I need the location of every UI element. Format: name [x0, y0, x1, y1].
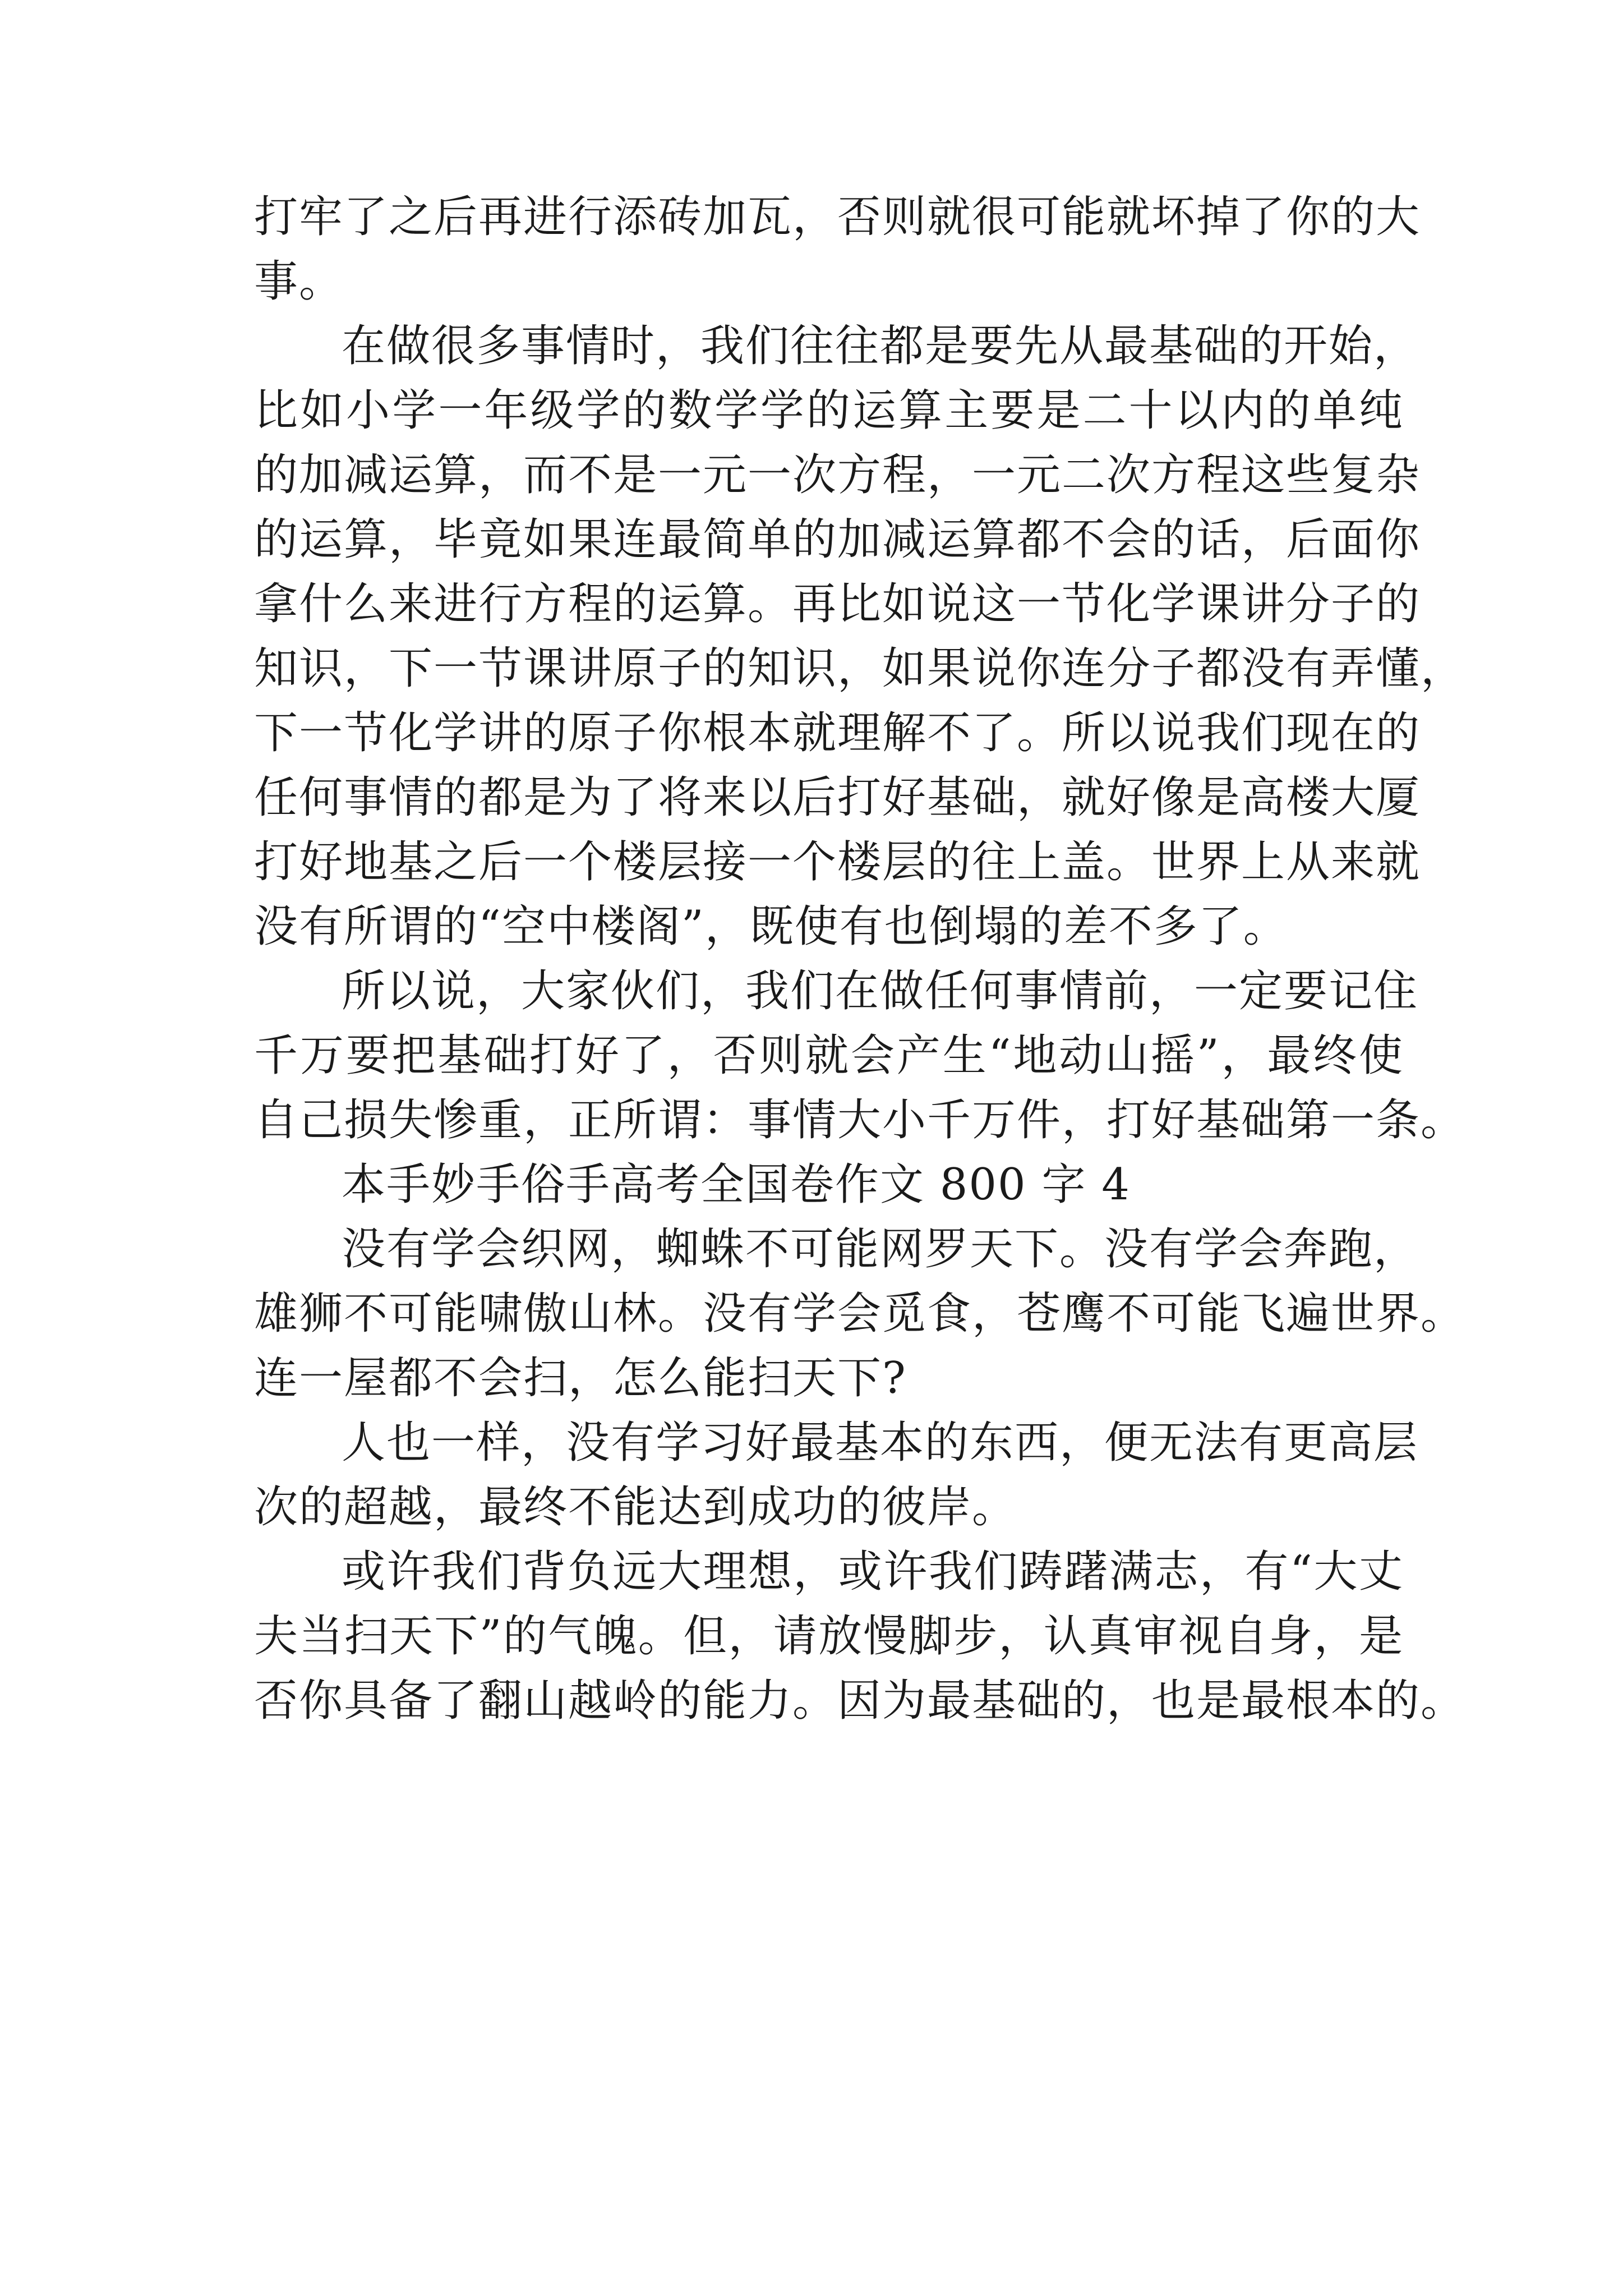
text-line: 夫当扫天下”的气魄。但，请放慢脚步，认真审视自身，是	[254, 1611, 1404, 1662]
text-line: 下一节化学讲的原子你根本就理解不了。所以说我们现在的	[254, 708, 1421, 758]
body-text	[254, 185, 1466, 1733]
text-line: 的运算，毕竟如果连最简单的加减运算都不会的话，后面你	[254, 514, 1421, 565]
text-line: 雄狮不可能啸傲山林。没有学会觅食，苍鹰不可能飞遍世界。	[254, 1289, 1466, 1339]
text-line: 任何事情的都是为了将来以后打好基础，就好像是高楼大厦	[254, 772, 1421, 823]
text-line: 本手妙手俗手高考全国卷作文 800 字 4	[342, 1159, 1131, 1210]
text-line: 否你具备了翻山越岭的能力。因为最基础的，也是最根本的。	[254, 1676, 1466, 1726]
text-line: 没有所谓的“空中楼阁”，既使有也倒塌的差不多了。	[254, 901, 1288, 952]
text-line: 拿什么来进行方程的运算。再比如说这一节化学课讲分子的	[254, 579, 1421, 629]
text-line: 人也一样，没有学习好最基本的东西，便无法有更高层	[342, 1418, 1419, 1468]
text-line: 的加减运算，而不是一元一次方程，一元二次方程这些复杂	[254, 450, 1421, 500]
text-line: 次的超越，最终不能达到成功的彼岸。	[254, 1482, 1017, 1533]
text-line: 所以说，大家伙们，我们在做任何事情前，一定要记住	[342, 966, 1419, 1016]
text-line: 事。	[254, 256, 344, 307]
text-line: 打牢了之后再进行添砖加瓦，否则就很可能就坏掉了你的大	[254, 192, 1421, 242]
text-line: 比如小学一年级学的数学学的运算主要是二十以内的单纯	[254, 385, 1404, 436]
text-line: 打好地基之后一个楼层接一个楼层的往上盖。世界上从来就	[254, 837, 1421, 887]
text-line: 没有学会织网，蜘蛛不可能网罗天下。没有学会奔跑，	[342, 1224, 1419, 1274]
text-line: 连一屋都不会扫，怎么能扫天下?	[254, 1353, 907, 1404]
text-line: 或许我们背负远大理想，或许我们踌躇满志，有“大丈	[342, 1547, 1404, 1597]
text-line: 在做很多事情时，我们往往都是要先从最基础的开始，	[342, 321, 1419, 371]
text-line: 自己损失惨重，正所谓：事情大小千万件，打好基础第一条。	[254, 1095, 1466, 1145]
text-line: 知识，下一节课讲原子的知识，如果说你连分子都没有弄懂，	[254, 643, 1466, 694]
text-line: 千万要把基础打好了，否则就会产生“地动山摇”，最终使	[254, 1030, 1404, 1081]
